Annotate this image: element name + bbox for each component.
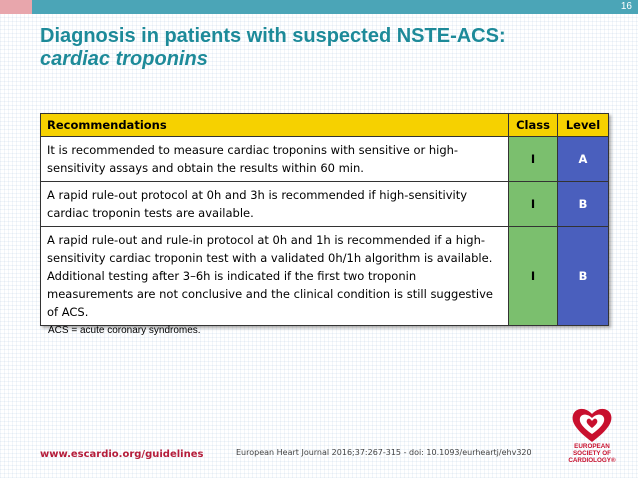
table-header-row [41, 114, 609, 137]
heart-icon [570, 406, 614, 444]
table-row [41, 137, 609, 182]
table-row [41, 182, 609, 227]
recommendation-text: A rapid rule-out and rule-in protocol at 0h and 1h is recommended if a high-sensitivity cardiac troponin test with a validated 0h/1h algorithm is available. Additional testing after 3–6h is indicated if the first two troponin measurements are not conclusive and the clinical condition is still suggestive of ACS. [41, 227, 509, 326]
slide-number: 16 [620, 1, 632, 12]
class-cell: I [509, 182, 558, 227]
class-cell: I [509, 227, 558, 326]
header-recommendations: Recommendations [41, 114, 509, 137]
esc-logo [560, 406, 624, 474]
recommendation-text: A rapid rule-out protocol at 0h and 3h is recommended if high-sensitivity cardiac troponin tests are available. [41, 182, 509, 227]
journal-reference: European Heart Journal 2016;37:267-315 - doi: 10.1093/eurheartj/ehv320 [236, 448, 532, 457]
logo-text-line: CARDIOLOGY® [568, 457, 616, 464]
slide-title: Diagnosis in patients with suspected NSTE-ACS: [40, 25, 506, 47]
esc-logo-text [560, 443, 624, 464]
level-cell: B [558, 227, 609, 326]
header-class: Class [509, 114, 558, 137]
class-cell: I [509, 137, 558, 182]
logo-text-line: EUROPEAN [574, 443, 610, 450]
level-cell: B [558, 182, 609, 227]
top-bar [0, 0, 638, 14]
recommendations-table [40, 113, 609, 326]
slide-subtitle: cardiac troponins [40, 48, 208, 70]
table-row [41, 227, 609, 326]
guidelines-link[interactable]: www.escardio.org/guidelines [40, 449, 204, 460]
recommendation-text: It is recommended to measure cardiac troponins with sensitive or high-sensitivity assays and obtain the results within 60 min. [41, 137, 509, 182]
top-bar-accent [0, 0, 32, 14]
level-cell: A [558, 137, 609, 182]
header-level: Level [558, 114, 609, 137]
logo-text-line: SOCIETY OF [572, 450, 612, 457]
footnote: ACS = acute coronary syndromes. [48, 325, 201, 336]
